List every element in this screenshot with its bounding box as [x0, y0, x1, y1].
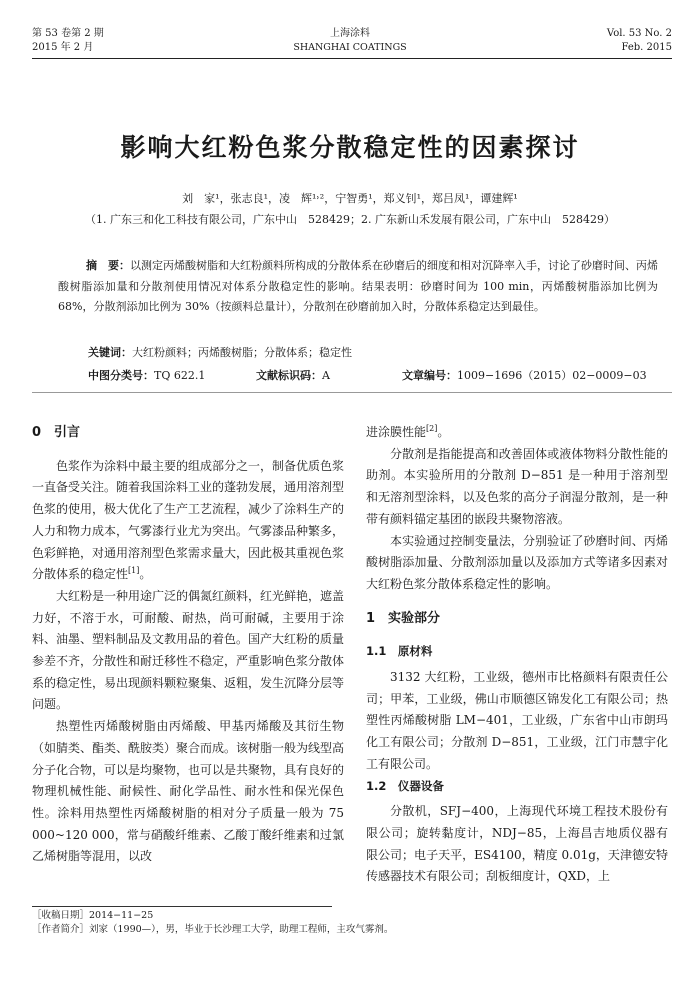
abstract-label: 摘 要：	[86, 259, 130, 272]
paragraph	[32, 456, 344, 586]
right-column	[366, 422, 668, 888]
abstract	[58, 256, 658, 318]
keywords	[88, 344, 352, 360]
abstract-text: 以测定丙烯酸树脂和大红粉颜料所构成的分散体系在砂磨后的细度和相对沉降率入手，讨论了砂磨时间、丙烯酸树脂添加量和分散剂使用情况对体系分散稳定性的影响。结果表明：砂磨时间为 100 min，丙烯酸树脂添加比例为 68%，分散剂添加比例为 30%（按颜料总量计），分散剂在砂磨前加入时，分散体系稳定达到最佳。	[58, 259, 658, 313]
abstract-divider	[32, 392, 672, 393]
author-list: 刘 家¹，张志良¹，凌 辉¹˒²，宁智勇¹，郑义钊¹，郑吕凤¹，谭建辉¹	[182, 192, 518, 205]
clc-label: 中图分类号：	[88, 369, 154, 382]
header-rule	[32, 58, 672, 59]
header-issue-cn: 第 53 卷第 2 期	[32, 28, 104, 39]
footnote-author: ［作者简介］刘家（1990—），男，毕业于长沙理工大学，助理工程师，主攻气雾剂。	[32, 924, 394, 935]
doc-code	[256, 367, 330, 383]
paragraph: 本实验通过控制变量法，分别验证了砂磨时间、丙烯酸树脂添加量、分散剂添加量以及添加方式等诸多因素对大红粉色浆分散体系稳定性的影响。	[366, 533, 668, 591]
affiliation: （1. 广东三和化工科技有限公司，广东中山 528429；2. 广东新山禾发展有限公司，广东中山 528429）	[85, 213, 615, 226]
section-1-1-title: 1.1 原材料	[366, 644, 433, 659]
article-value: 1009−1696（2015）02−0009−03	[457, 369, 647, 382]
keywords-label: 关键词：	[88, 346, 132, 359]
clc-value: TQ 622.1	[154, 369, 206, 382]
paragraph-text: 进涂膜性能	[366, 425, 427, 439]
section-1-title: 1 实验部分	[366, 610, 441, 626]
header-date-en: Feb. 2015	[621, 42, 672, 53]
footnote-rule	[32, 906, 332, 907]
doc-label: 文献标识码：	[256, 369, 322, 382]
paragraph: 分散机，SFJ−400，上海现代环境工程技术股份有限公司；旋转黏度计，NDJ−85，上海昌吉地质仪器有限公司；电子天平，ES4100，精度 0.01g，天津德安特传感器技术有限公司；刮板细度计，QXD，上	[366, 804, 668, 884]
keywords-text: 大红粉颜料；丙烯酸树脂；分散体系；稳定性	[132, 346, 352, 359]
paragraph: 分散剂是指能提高和改善固体或液体物料分散性能的助剂。本实验所用的分散剂 D−851 是一种用于溶剂型和无溶剂型涂料，以及色浆的高分子润湿分散剂，是一种带有颜料锚定基团的嵌段共聚物溶液。	[366, 446, 668, 526]
header-date-cn: 2015 年 2 月	[32, 42, 94, 53]
paragraph: 大红粉是一种用途广泛的偶氮红颜料，红光鲜艳，遮盖力好，不溶于水，可耐酸、耐热，尚可耐碱，主要用于涂料、油墨、塑料制品及文教用品的着色。国产大红粉的质量参差不齐，分散性和耐迁移性不稳定，严重影响色浆分散体系的稳定性，易出现颜料颗粒聚集、返粗，发生沉降分层等问题。	[32, 588, 345, 712]
citation: [2]	[426, 424, 438, 433]
header-issue-en: Vol. 53 No. 2	[606, 28, 672, 39]
header-journal-cn: 上海涂料	[330, 28, 370, 39]
citation: [1]	[128, 566, 140, 576]
article-number	[402, 367, 647, 383]
paragraph-text: 色浆作为涂料中最主要的组成部分之一，制备优质色浆一直备受关注。随着我国涂料工业的蓬勃发展，通用溶剂型色浆的使用，极大优化了生产工艺流程，减少了涂料生产的人力和物力成本，气雾漆行业尤为突出。气雾漆品种繁多，色彩鲜艳，对通用溶剂型色浆需求量大，因此极其重视色浆分散体系的稳定性	[32, 458, 345, 582]
paper-title: 影响大红粉色浆分散稳定性的因素探讨	[120, 133, 580, 162]
doc-value: A	[322, 369, 330, 382]
paragraph: 3132 大红粉，工业级，德州市比格颜料有限责任公司；甲苯，工业级，佛山市顺德区锦发化工有限公司；热塑性丙烯酸树脂 LM−401，工业级，广东省中山市朗玛化工有限公司；分散剂 D−851，工业级，江门市慧宇化工有限公司。	[366, 670, 668, 771]
header-journal-en: SHANGHAI COATINGS	[293, 42, 407, 53]
paragraph: 热塑性丙烯酸树脂由丙烯酸、甲基丙烯酸及其衍生物（如腈类、酯类、酰胺类）聚合而成。该树脂一般为线型高分子化合物，可以是均聚物，也可以是共聚物，具有良好的物理机械性能、耐候性、耐化学品性、耐水性和保光保色性。涂料用热塑性丙烯酸树脂的相对分子质量一般为 75 000~120 000，常与硝酸纤维素、乙酸丁酸纤维素和过氯乙烯树脂等混用，以改	[32, 719, 345, 864]
section-0-title: 0 引言	[32, 425, 81, 440]
clc-code	[88, 367, 205, 383]
paragraph-end: 。	[437, 425, 450, 439]
paragraph-end: 。	[139, 567, 152, 582]
article-label: 文章编号：	[402, 369, 457, 382]
footnote-received: ［收稿日期］2014−11−25	[32, 910, 154, 921]
section-1-2-title: 1.2 仪器设备	[366, 778, 444, 793]
left-column	[32, 422, 344, 868]
paragraph	[366, 422, 668, 444]
